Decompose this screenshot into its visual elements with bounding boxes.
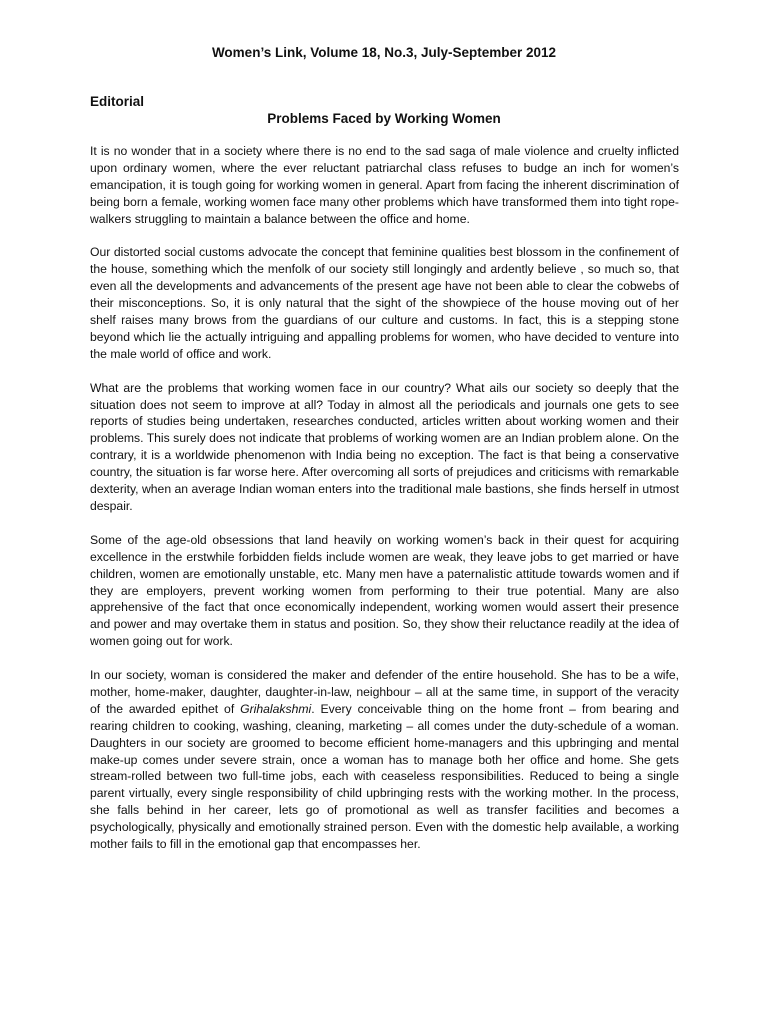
paragraph-4: Some of the age-old obsessions that land heavily on working women’s back in their quest for acquiring excellence in the erstwhile forbidden fields include women are weak, they leave jobs to get married or have children, women are emotionally unstable, etc. Many men have a paternalistic attitude towards women and if they are employers, prevent working women from performing to their true potential. Many are also apprehensive of the fact that once economically independent, working women would assert their presence and power and may overtake them in status and position. So, they show their reluctance readily at the idea of women going out for work. (90, 532, 679, 649)
paragraph-1: It is no wonder that in a society where there is no end to the sad saga of male violence and cruelty inflicted upon ordinary women, where the ever reluctant patriarchal class refuses to budge an inch for women’s emancipation, it is tough going for working women in general. Apart from facing the inherent discrimination of being born a female, working women face many other problems which have transformed them into tight rope-walkers struggling to maintain a balance between the office and home. (90, 144, 679, 226)
publication-header: Women’s Link, Volume 18, No.3, July-September 2012 (211, 45, 557, 60)
article-body (90, 143, 679, 853)
paragraph-5 (90, 667, 679, 853)
grihalakshmi-term: Grihalakshmi (240, 701, 312, 716)
article-title-row (0, 110, 768, 128)
section-label: Editorial (90, 94, 145, 109)
paragraph-5-part-1: In our society, woman is considered the maker and defender of the entire household. She has to be a wife, mother, home-maker, daughter, daughter-in-law, neighbour – all at the same time, in support of the veracity of the awarded epithet of (90, 668, 679, 716)
paragraph-3: What are the problems that working women face in our country? What ails our society so deeply that the situation does not seem to improve at all? Today in almost all the periodicals and journals one gets to see reports of studies being undertaken, researches conducted, articles written about working women and their problems. This surely does not indicate that problems of working women are an Indian problem alone. On the contrary, it is a worldwide phenomenon with India being no exception. The fact is that being a conservative country, the situation is far worse here. After overcoming all sorts of prejudices and criticisms with remarkable dexterity, when an average Indian woman enters into the traditional male bastions, she finds herself in utmost despair. (90, 380, 679, 513)
paragraph-5-part-2: . Every conceivable thing on the home front – from bearing and rearing children to cooking, washing, cleaning, marketing – all comes under the duty-schedule of a woman. Daughters in our society are groomed to become efficient home-managers and this upbringing and mental make-up comes under severe strain, once a woman has to manage both her office and home. She gets stream-rolled between two full-time jobs, each with ceaseless responsibilities. Reduced to being a single parent virtually, every single responsibility of child upbringing rests with the working mother. In the process, she falls behind in her career, lets go of promotional as well as transfer facilities and becomes a psychologically, physically and emotionally strained person. Even with the domestic help available, a working mother fails to fill in the emotional gap that encompasses her. (90, 701, 679, 852)
article-title: Problems Faced by Working Women (267, 111, 501, 126)
paragraph-2: Our distorted social customs advocate the concept that feminine qualities best blossom in the confinement of the house, something which the menfolk of our society still longingly and ardently believe , so much so, that even all the developments and advancements of the present age have not been able to clear the cobwebs of their misconceptions. So, it is only natural that the sight of the showpiece of the house moving out of her shelf raises many brows from the guardians of our culture and customs. In fact, this is a stepping stone beyond which lie the actually intriguing and appalling problems for women, who have decided to venture into the male world of office and work. (90, 245, 679, 361)
